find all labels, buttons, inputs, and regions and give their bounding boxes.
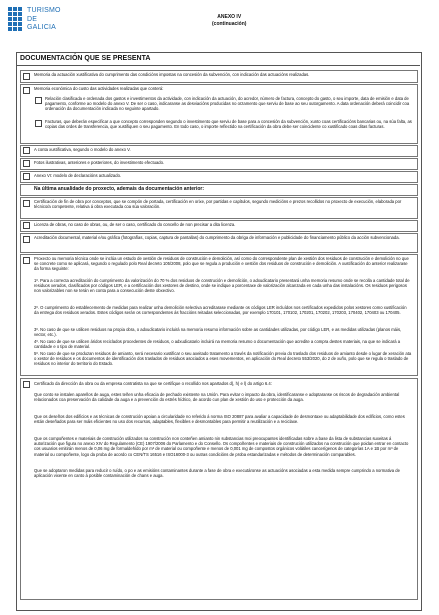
item-text: Proxecto ou memoria técnica onde se inclúa un estudo de xestión de residuos de construción e demolición, así como do correspondente plan de xestión dos residuos de construción e demolición no que se concrete como se aplicará, segundo o regulado polo Real decreto 105/2008, polo que se regula a produción e xestión dos residuos de construción e demolición. A xustificación do anterior realizarase da forma seguinte:: [34, 256, 409, 272]
annex-header: [212, 14, 246, 27]
divider: [16, 65, 420, 66]
item-paragraph: 1º. Para a correcta acreditación do cumprimento da valorización do 70 % dos residuos de construción e demolición, o adxudicatario presentará unha memoria resumo onde se recolla a cantidade total de residuos xerados, clasificados por códigos LER, e a certificación dos xestores de destino, onde se indique a porcentaxe de valorización alcanzada en cada unha das instalacións. Os residuos perigosos non valorizables non se terán en conta para a consecución deste obxectivo.: [34, 278, 410, 294]
item-paragraph: Que se adoptaron medidas para reducir o ruído, o po e as emisións contaminantes durante a fase de obra e executáronse as actuacións asociadas a esta medida sempre cumprindo a normativa de aplicación vixente en canto á posible contaminación de chans e auga.: [34, 468, 400, 479]
item-text: Memoria da actuación xustificativa do cumprimento das condicións impostas na concesión da subvención, con indicación das actuacións realizadas.: [34, 72, 310, 77]
item-paragraph: 3º. No caso de que se utilicen residuos na propia obra, o adxudicatario incluirá na memoria resumo información sobre as cantidades utilizadas, por código LER, e as medidas utilizadas (planos máis, vector, etc.).: [34, 327, 402, 338]
item-text: Licenza de obras, no caso de obras, ou, de ser o caso, certificado do concello de non precisar a dita licenza.: [34, 222, 236, 227]
item-text: Memoria económica do custo das actividades realizadas que conterá:: [34, 86, 164, 91]
checkbox-fotos[interactable]: [23, 160, 30, 167]
checkbox-anexo-vi[interactable]: [23, 173, 30, 180]
checkbox-certificado-direccion-obra[interactable]: [23, 381, 30, 388]
item-paragraph: Que os compoñentes e materiais de construción utilizados na construción non conteñen amianto nin substancias moi preocupantes identificadas sobre a base da lista de substancias suxeitas á autorización que figura no anexo XIV do Regulamento (CE) 1907/2006 do Parlamento e do Consello. Os compoñentes e materiais de construción utilizados na construción que poidan entrar en contacto cos usuarios emitirán menos de 0,06 mg de formaldehído por m³ de material ou compoñente e menos de 0,001 mg de compostos orgánicos volátiles cancerígenos de categorías 1A e 1B por m³ de material ou compoñente, logo da proba de acordo co CEN/TS 16516 e ISO16000-3 ou outras condicións de proba estandarizadas e métodos de determinación comparables.: [34, 436, 409, 457]
checkbox-xestion-residuos[interactable]: [23, 257, 30, 264]
item-paragraph: Que os deseños dos edificios e as técnicas de construción apoian a circularidade no referido á norma ISO 20887 para avaliar a capacidade de desmontaxe ou adaptabilidade dos edificios, como estes están deseñados para ser máis eficientes no uso dos recursos, adaptables, flexibles e desmontables para permitir a reutilización e a reciclaxe.: [34, 414, 405, 425]
item-text: A conta xustificativa, segundo o modelo do anexo V.: [34, 147, 131, 152]
item-paragraph: 4º. No caso de que se utilicen áridos reciclados procedentes de residuos, o adxudicatario incluirá na memoria resumo o documentación que acredite a compra destes materiais, na que se indicará a cantidade e o tipo de material.: [34, 339, 401, 350]
item-text: Anexo VI: modelo de declaracións actualizado.: [34, 173, 122, 178]
item-text: Certificado da dirección da obra ou da empresa contratista na que se certifique o recollido nos apartados d), h) e l) do artigo 6.4:: [34, 381, 272, 386]
item-text: Certificación de fin de obra por conceptos, que se compón de portada, certificación en orixe, por partidas e capítulos, segundo medicións e prezos recollidos no proxecto de execución, elaborada por técnico/a competente, relativa á obra executada coa súa valoración.: [34, 199, 402, 210]
section-last-year-heading: Na última anualidade do proxecto, ademais da documentación anterior:: [34, 186, 205, 192]
checkbox-certificacion-fin-obra[interactable]: [23, 200, 30, 207]
item-box: [20, 84, 418, 144]
brand-line-2: DE: [27, 15, 38, 23]
section-title: DOCUMENTACIÓN QUE SE PRESENTA: [20, 55, 151, 62]
checkbox-memoria-actuacion[interactable]: [23, 73, 30, 80]
item-paragraph: 2º. O cumprimento do establecemento de medidas para realizar unha demolición selectiva acreditarase mediante os códigos LER incluídos nos certificados expedidos polos xestores como xustificación da entrega dos residuos xerados. Estes códigos serán os correspondentes ás fraccións reitadas seleccionadas, por exemplo 170101, 170102, 170201, 170202, 170203, 170402, 170403 ou 170405.: [34, 305, 407, 316]
checkbox-acreditacion-publicidade[interactable]: [23, 236, 30, 243]
checkbox-relacion-gastos[interactable]: [35, 97, 42, 104]
brand-line-1: TURISMO: [27, 7, 61, 14]
checkbox-conta-xustificativa[interactable]: [23, 147, 30, 154]
item-box: [20, 378, 418, 600]
annex-title: ANEXO IV: [217, 14, 242, 20]
checkbox-licenza-obras[interactable]: [23, 222, 30, 229]
item-text: Relación clasificada e ordenada dos gastos e investimentos da actividade, con indicación da actuación, do acredor, número de factura, concepto do gasto, o seu importe, data de emisión e data de pagamento, conforme ao modelo do anexo V. De ser o caso, indicaranse as desviacións producidas no orzamento que serviu de base ao seu outorgamento. A data ordenación deberá coincidir coa ordenación da documentación indicada no seguinte apartado.: [45, 96, 410, 112]
item-paragraph: 5º. No caso de que se produzan residuos de amianto, será necesario xustificar o seu axeitado tratamento a través da notificación previa do traslado dos residuos de amianto desde o lugar de xeración ata o xestor de residuos e os documentos de identificación dos traslados de residuos asociados a eses movementos, en aplicación do Real decreto 553/2020, do 2 de xuño, polo que se regula o traslado de residuos no interior do territorio do Estado.: [34, 351, 412, 367]
item-text: Acreditación documental, material e/ou gráfica (fotografías, copias, captura de pantallas) do cumprimento da obriga de información e publicidade do financiamento público da acción subvencionada.: [34, 235, 400, 240]
item-text: Fotos ilustrativas, anteriores e posteriores, do investimento efectuado.: [34, 160, 165, 165]
turismo-de-galicia-logo: [8, 4, 128, 42]
checkbox-facturas[interactable]: [35, 120, 42, 127]
brand-line-3: GALICIA: [27, 24, 57, 31]
annex-continuation: (continuación): [212, 20, 247, 27]
checkbox-memoria-economica[interactable]: [23, 87, 30, 94]
item-text: Facturas, que deberán especificar a que concepto corresponden segundo o investimento que serviu de base para a concesión da subvención, xunto coas certificacións bancarias ou, na súa falta, as copias das ordes de transferencia, que xustifiquen o seu pagamento. En todo caso, o importe reflectido na certificación da obra debe ser coincidente co xustificado coas ditas facturas.: [45, 119, 412, 130]
galicia-logo-icon: [8, 7, 22, 35]
brand-text: [27, 7, 61, 33]
item-paragraph: Que conto se instalen aparellos de auga, estes teñen unha eficacia de pechado existente na Unión. Para evitar o impacto da obra, identificaranse e adoptaranse os riscos de degradación ambiental relacionados coa preservación da calidade da auga e a prevención do estrés hídrico, de acordo cun plan de xestión do uso e protección da auga.: [34, 392, 400, 403]
